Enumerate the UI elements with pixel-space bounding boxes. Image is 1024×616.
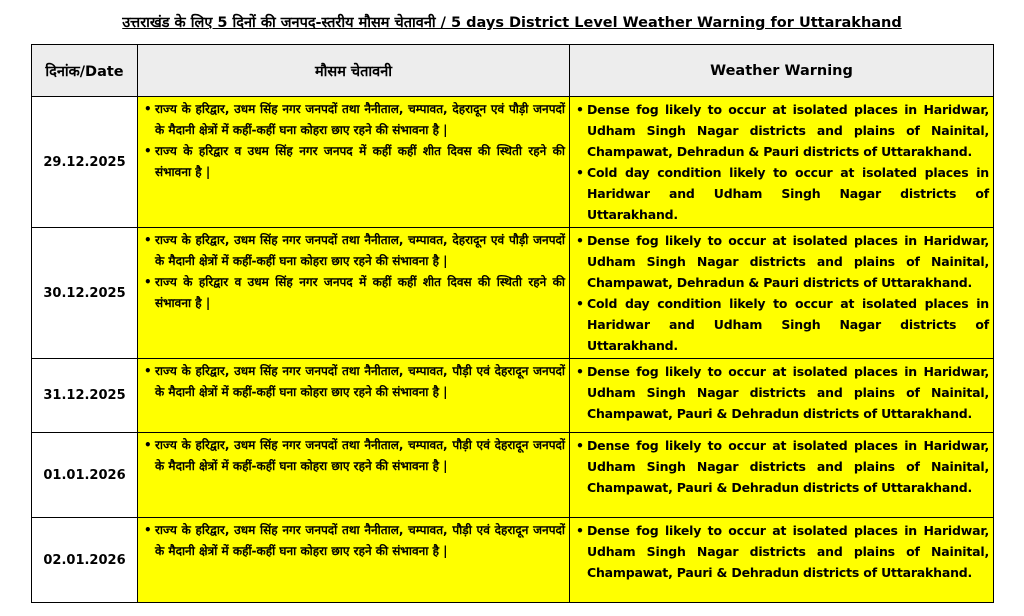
hindi-warning-cell <box>138 518 570 603</box>
english-warning-cell <box>570 228 994 359</box>
hindi-warning-cell <box>138 359 570 433</box>
hindi-bullet: • राज्य के हरिद्वार, उधम सिंह नगर जनपदों तथा नैनीताल, चम्पावत, पौड़ी एवं देहरादून जनपदों के मैदानी क्षेत्रों में कहीं-कहीं घना कोहरा छाए रहने की संभावना है | <box>144 435 565 477</box>
english-bullet: • Dense fog likely to occur at isolated places in Haridwar, Udham Singh Nagar districts and plains of Nainital, Champawat, Dehradun & Pauri districts of Uttarakhand. <box>576 230 989 293</box>
hindi-warning-cell <box>138 433 570 518</box>
header-date: दिनांक/Date <box>32 45 138 97</box>
weather-warning-table <box>31 44 994 603</box>
hindi-bullet: • राज्य के हरिद्वार व उधम सिंह नगर जनपद में कहीं कहीं शीत दिवस की स्थिती रहने की संभावना है | <box>144 141 565 183</box>
english-warning-cell <box>570 433 994 518</box>
date-cell: 02.01.2026 <box>32 518 138 603</box>
table-row <box>32 228 994 359</box>
english-bullet: • Cold day condition likely to occur at isolated places in Haridwar and Udham Singh Nagar districts of Uttarakhand. <box>576 162 989 225</box>
english-warning-cell <box>570 518 994 603</box>
header-hindi-warning: मौसम चेतावनी <box>138 45 570 97</box>
hindi-bullet: • राज्य के हरिद्वार, उधम सिंह नगर जनपदों तथा नैनीताल, चम्पावत, पौड़ी एवं देहरादून जनपदों के मैदानी क्षेत्रों में कहीं-कहीं घना कोहरा छाए रहने की संभावना है | <box>144 361 565 403</box>
document-title: उत्तराखंड के लिए 5 दिनों की जनपद-स्तरीय मौसम चेतावनी / 5 days District Level Weather Warning for Uttarakhand <box>122 15 902 31</box>
hindi-bullet: • राज्य के हरिद्वार व उधम सिंह नगर जनपद में कहीं कहीं शीत दिवस की स्थिती रहने की संभावना है | <box>144 272 565 314</box>
table-header-row <box>32 45 994 97</box>
hindi-bullet: • राज्य के हरिद्वार, उधम सिंह नगर जनपदों तथा नैनीताल, चम्पावत, पौड़ी एवं देहरादून जनपदों के मैदानी क्षेत्रों में कहीं-कहीं घना कोहरा छाए रहने की संभावना है | <box>144 520 565 562</box>
hindi-warning-cell <box>138 228 570 359</box>
hindi-warning-cell <box>138 97 570 228</box>
english-warning-cell <box>570 359 994 433</box>
hindi-bullet: • राज्य के हरिद्वार, उधम सिंह नगर जनपदों तथा नैनीताल, चम्पावत, देहरादून एवं पौड़ी जनपदों के मैदानी क्षेत्रों में कहीं-कहीं घना कोहरा छाए रहने की संभावना है | <box>144 230 565 272</box>
english-bullet: • Dense fog likely to occur at isolated places in Haridwar, Udham Singh Nagar districts and plains of Nainital, Champawat, Pauri & Dehradun districts of Uttarakhand. <box>576 520 989 583</box>
hindi-bullet: • राज्य के हरिद्वार, उधम सिंह नगर जनपदों तथा नैनीताल, चम्पावत, देहरादून एवं पौड़ी जनपदों के मैदानी क्षेत्रों में कहीं-कहीं घना कोहरा छाए रहने की संभावना है | <box>144 99 565 141</box>
table-row <box>32 359 994 433</box>
english-bullet: • Dense fog likely to occur at isolated places in Haridwar, Udham Singh Nagar districts and plains of Nainital, Champawat, Pauri & Dehradun districts of Uttarakhand. <box>576 435 989 498</box>
date-cell: 31.12.2025 <box>32 359 138 433</box>
english-bullet: • Cold day condition likely to occur at isolated places in Haridwar and Udham Singh Nagar districts of Uttarakhand. <box>576 293 989 356</box>
header-english-warning: Weather Warning <box>570 45 994 97</box>
english-bullet: • Dense fog likely to occur at isolated places in Haridwar, Udham Singh Nagar districts and plains of Nainital, Champawat, Dehradun & Pauri districts of Uttarakhand. <box>576 99 989 162</box>
table-row <box>32 518 994 603</box>
english-warning-cell <box>570 97 994 228</box>
date-cell: 30.12.2025 <box>32 228 138 359</box>
english-bullet: • Dense fog likely to occur at isolated places in Haridwar, Udham Singh Nagar districts and plains of Nainital, Champawat, Pauri & Dehradun districts of Uttarakhand. <box>576 361 989 424</box>
table-row <box>32 97 994 228</box>
date-cell: 01.01.2026 <box>32 433 138 518</box>
date-cell: 29.12.2025 <box>32 97 138 228</box>
table-row <box>32 433 994 518</box>
